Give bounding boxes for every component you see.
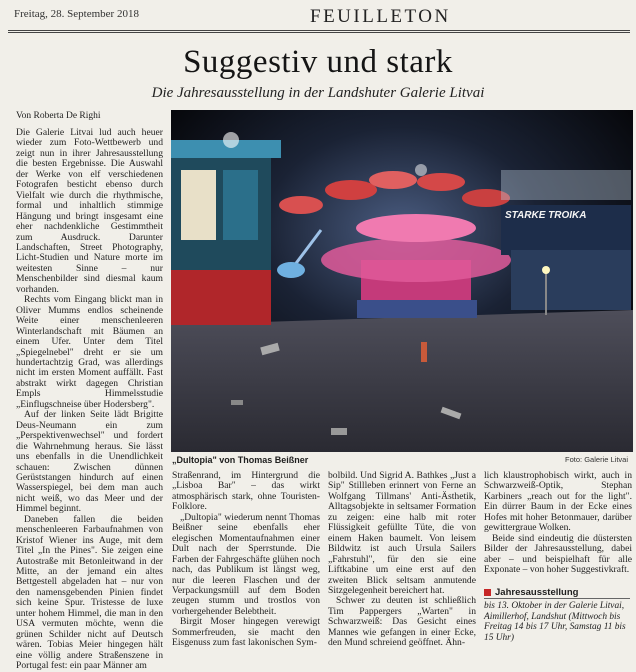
photo-credit: Foto: Galerie Litvai xyxy=(565,455,628,464)
paragraph: Straßenrand, im Hintergrund die „Lisboa Bar" – das wirkt atmosphärisch stark, ohne Touristen-Folklore. xyxy=(172,470,320,513)
article-column-3 xyxy=(328,471,476,649)
info-box-title: Jahresausstellung xyxy=(495,587,579,598)
troika-sign: STARKE TROIKA xyxy=(505,210,587,221)
subheadline: Die Jahresausstellung in der Landshuter Galerie Litvai xyxy=(151,85,485,101)
photo-caption: „Dultopia" von Thomas Beißner xyxy=(172,455,309,465)
paragraph: bolbild. Und Sigrid A. Bathkes „Just a Sip" Stillleben erinnert von Ferne an Wolfgang Tillmans' Anti-Ästhetik, Alltagsobjekte in seltsamer Formation zu zeigen: eine halb mit roter Flüssigkeit gefüllte Tüte, die von einem Haken baumelt. Von leisem Bildwitz ist auch Ursula Sailers „Fahrstuhl", für den sie eine Liftkabine um eine erst auf den zweiten Blick seltsam anmutende Sitzgelegenheit bereichert hat. xyxy=(328,470,476,596)
info-box-text: bis 13. Oktober in der Galerie Litvai, Aimillerhof, Landshut (Mittwoch bis Freitag 14 bis 17 Uhr, Samstag 11 bis 15 Uhr) xyxy=(484,601,626,643)
paragraph: Daneben fallen die beiden menschenleeren Farbaufnahmen von Kristof Wiener ins Auge, mit dem Titel „In the Pines". Sie zeigen eine Autostraße mit Betonleitwand in der Mitte, an der jemand ein altes Bettgestell abgeladen hat – nur von den namensgebenden Pinien findet sich keine Spur. Tristesse de luxe unter hohem Himmel, die man in den USA vermuten möchte, wenn die grünen Schilder nicht auf Deutsch wären. Tobias Meier hingegen hält eine völlig andere Straßenszene in Portugal fest: ein paar Männer am xyxy=(16,513,163,672)
info-box-rule xyxy=(484,598,630,599)
info-marker-square xyxy=(484,589,491,596)
article-column-1 xyxy=(16,128,163,672)
paragraph: Birgit Moser hingegen verewigt Sommerfreuden, sie macht den Eisgenuss zum fast lakonischen Sym- xyxy=(172,616,320,649)
article-photo xyxy=(171,110,633,452)
headline: Suggestiv und stark xyxy=(183,44,453,80)
header-rule xyxy=(8,30,630,31)
header-rule-double xyxy=(8,32,630,33)
article-column-4 xyxy=(484,471,632,576)
fairground-photo-illustration xyxy=(171,110,633,452)
section-title: FEUILLETON xyxy=(310,6,451,27)
paragraph: „Dultopia" wiederum nennt Thomas Beißner seine ebenfalls eher elegischen Momentaufnahmen einer Dult nach der Sperrstunde. Die Farben der Fahrgeschäfte glühen noch nach, das Publikum ist längst weg, nur die leeren Flaschen und der Verpackungsmüll auf dem Boden zeugen stumm und trostlos von vorhergehender Belebtheit. xyxy=(172,511,320,617)
paragraph: Beide sind eindeutig die düstersten Bilder der Jahresausstellung, dabei aber – und beispielhaft für alle Exponate – von hoher Suggestivkraft. xyxy=(484,532,632,576)
byline: Von Roberta De Righi xyxy=(16,111,101,121)
paragraph: lich klaustrophobisch wirkt, auch in Schwarzweiß-Optik, Stephan Karbiners „reach out for the light". Ein dürrer Baum in der Ecke eines Hofes mit hoher Betonmauer, darüber gewittergraue Wolken. xyxy=(484,470,632,534)
paragraph: Auf der linken Seite lädt Brigitte Deus-Neumann ein zum „Perspektivenwechsel" und fordert die Wahrnehmung heraus. Sie lässt uns ebenfalls in die Unendlichkeit schauen: Zwischen dünnen Gerüststangen hindurch auf einen Wasserspiegel, bei dem man auch nicht weiß, wo das Meer und der Himmel beginnt. xyxy=(16,409,163,515)
paragraph: Schwer zu deuten ist schließlich Tim Pappergers „Warten" in Schwarzweiß: Das Gesicht eines Mannes wie gefangen in einer Ecke, den Mund schreiend geöffnet. Ähn- xyxy=(328,595,476,649)
paragraph: Rechts vom Eingang blickt man in Oliver Mumms endlos scheinende Weite einer menschenleeren Winterlandschaft mit Bäumen an einem Ufer. Unter dem Titel „Spiegelnebel" dreht er sie um hundertachtzig Grad, was allerdings nicht im ersten Moment auffällt. Fast abstrakt wirkt dagegen Christian Empls Himmelsstudie „Einflugschneise über Hodersberg". xyxy=(16,294,163,410)
paragraph: Die Galerie Litvai lud auch heuer wieder zum Foto-Wettbewerb und zeigt nun in ihrer Jahresausstellung die besten Ergebnisse. Die Auswahl der Werke von elf verschiedenen Fotografen besticht ebenso durch Vielfalt wie durch die rhythmische, formal und inhaltlich stimmige Hängung und bringt insgesamt eine eher nachdenkliche Gestimmtheit zum Ausdruck. Darunter Landschaften, Street Photography, Licht-Studien und Nature morte im weitesten Sinne – nur Menschenbilder sind diesmal kaum vorhanden. xyxy=(16,127,163,295)
issue-date: Freitag, 28. September 2018 xyxy=(14,8,139,20)
article-column-2 xyxy=(172,471,320,649)
